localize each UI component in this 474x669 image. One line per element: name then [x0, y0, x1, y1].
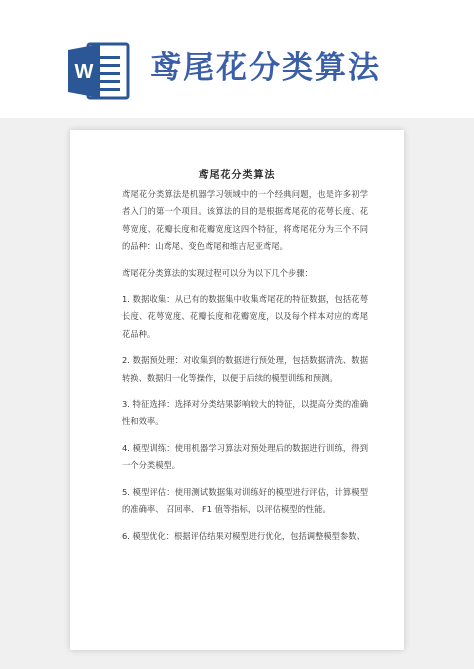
list-item: 3. 特征选择：选择对分类结果影响较大的特征，以提高分类的准确性和效率。: [122, 399, 368, 427]
list-item: 6. 模型优化：根据评估结果对模型进行优化，包括调整模型参数、: [122, 530, 365, 541]
list-item: 2. 数据预处理：对收集到的数据进行预处理，包括数据清洗、数据转换、数据归一化等操作，以便于后续的模型训练和预测。: [122, 355, 368, 383]
list-item: 5. 模型评估：使用测试数据集对训练好的模型进行评估，计算模型的准确率、 召回率、 F1 值等指标，以评估模型的性能。: [122, 486, 368, 515]
list-item: 4. 模型训练：使用机器学习算法对预处理后的数据进行训练，得到一个分类模型。: [122, 442, 368, 471]
document-body: [122, 186, 368, 554]
header-banner: [0, 0, 474, 118]
list-item: 1. 数据收集：从已有的数据集中收集鸢尾花的特征数据，包括花萼长度、花萼宽度、花瓣长度和花瓣宽度，以及每个样本对应的鸢尾花品种。: [122, 294, 368, 339]
paragraph: 鸢尾花分类算法是机器学习领域中的一个经典问题，也是许多初学者入门的第一个项目。该算法的目的是根据鸢尾花的花萼长度、花萼宽度、花瓣长度和花瓣宽度这四个特征，将鸢尾花分为三个不同的品种：山鸢尾、变色鸢尾和维吉尼亚鸢尾。: [122, 189, 368, 252]
word-document-icon: [66, 40, 130, 102]
document-title: 鸢尾花分类算法: [198, 170, 276, 181]
page-title: 鸢尾花分类算法: [150, 50, 381, 86]
paragraph: 鸢尾花分类算法的实现过程可以分为以下几个步骤：: [122, 267, 313, 278]
svg-text:W: W: [74, 61, 94, 83]
document-page: [70, 130, 404, 650]
